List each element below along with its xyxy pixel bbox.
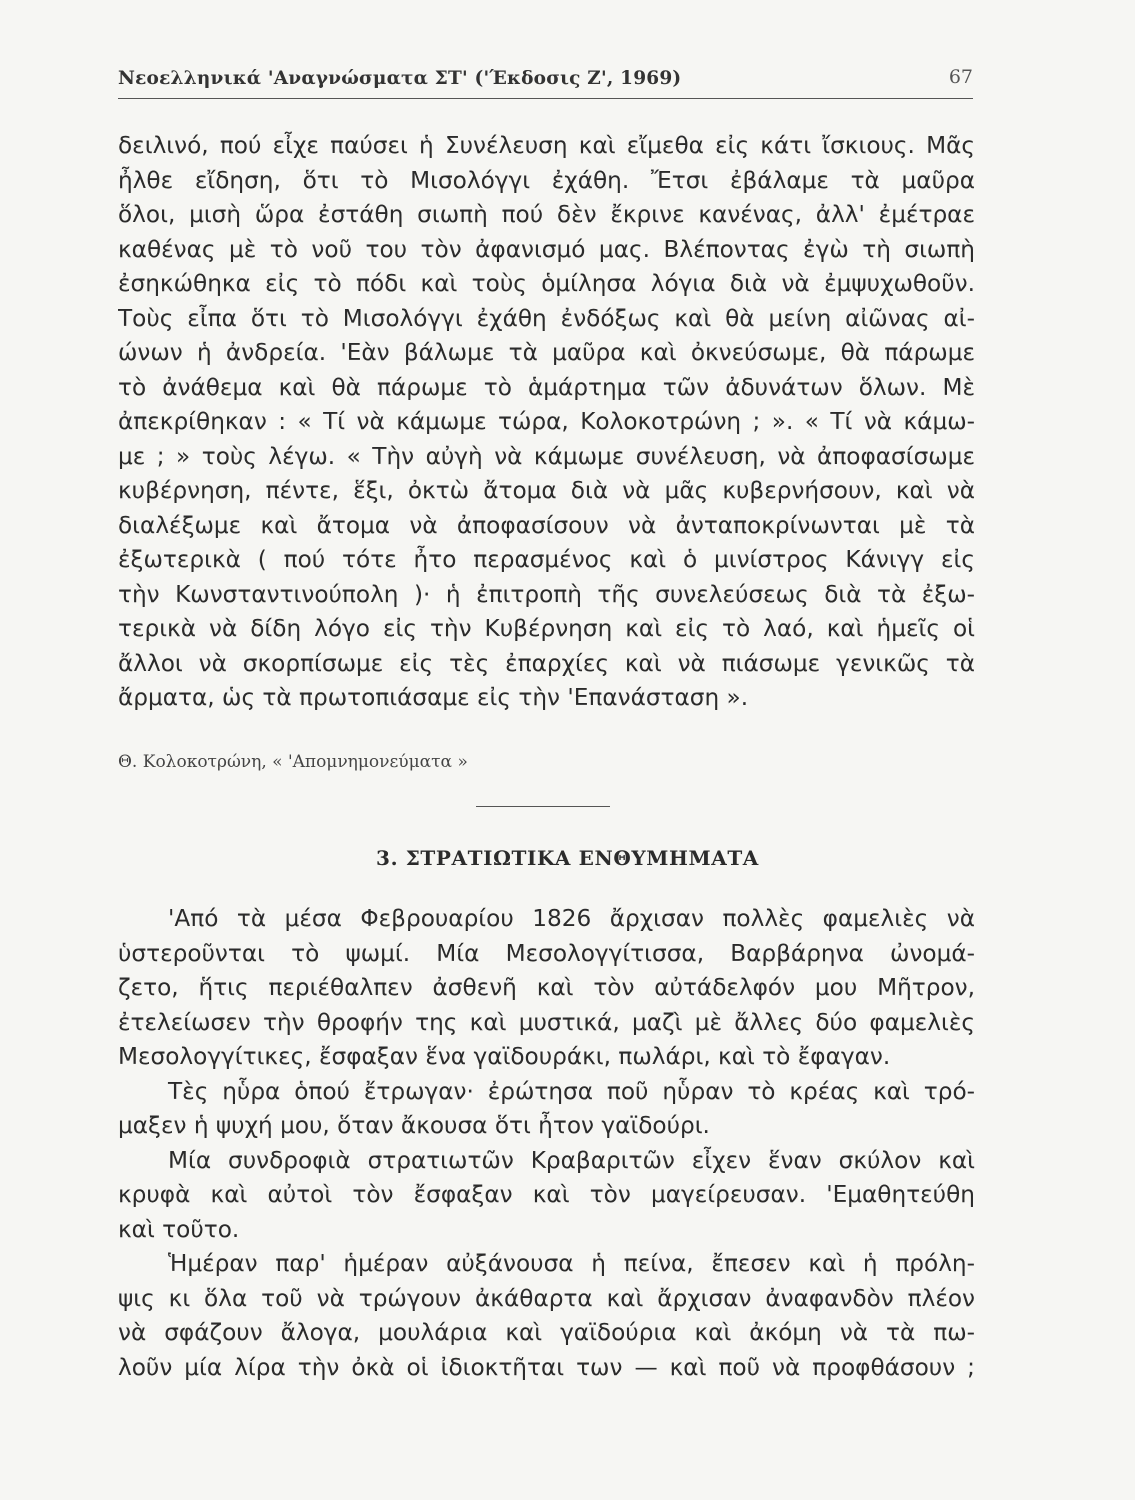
text-line: ἄρματα, ὡς τὰ πρωτοπιάσαμε εἰς τὴν 'Επανάσταση ». <box>118 684 749 711</box>
text-line: ἄλλοι νὰ σκορπίσωμε εἰς τὲς ἐπαρχίες καὶ νὰ πιάσωμε γενικῶς τὰ <box>118 649 975 677</box>
text-line: Μία συνδροφιὰ στρατιωτῶν Κραβαριτῶν εἶχεν ἕναν σκύλον καὶ <box>168 1146 975 1174</box>
section-divider <box>476 806 610 807</box>
running-title: Νεοελληνικά 'Αναγνώσματα ΣΤ' ('Έκδοσις Ζ', 1969) <box>118 68 682 89</box>
text-line: τὸ ἀνάθεμα καὶ θὰ πάρωμε τὸ ἁμάρτημα τῶν ἀδυνάτων ὅλων. Μὲ <box>118 373 975 401</box>
text-line: ἦλθε εἴδηση, ὅτι τὸ Μισολόγγι ἐχάθη. Ἔτσι ἐβάλαμε τὰ μαῦρα <box>118 166 975 194</box>
excerpt-attribution: Θ. Κολοκοτρώνη, « 'Απομνημονεύματα » <box>118 752 468 772</box>
text-line: ἐσηκώθηκα εἰς τὸ πόδι καὶ τοὺς ὁμίλησα λόγια διὰ νὰ ἐμψυχωθοῦν. <box>118 270 975 297</box>
header-rule <box>118 98 973 99</box>
page-number: 67 <box>948 66 973 88</box>
text-line: ἐτελείωσεν τὴν θροφήν της καὶ μυστικά, μαζὶ μὲ ἄλλες δύο φαμελιὲς <box>118 1008 975 1036</box>
text-line: Ἡμέραν παρ' ἡμέραν αὐξάνουσα ἡ πείνα, ἔπεσεν καὶ ἡ πρόλη- <box>168 1250 975 1277</box>
excerpt-1-paragraph <box>118 129 975 716</box>
section-heading: 3. ΣΤΡΑΤΙΩΤΙΚΑ ΕΝΘΥΜΗΜΑΤΑ <box>376 846 759 870</box>
text-line: ἀπεκρίθηκαν : « Τί νὰ κάμωμε τώρα, Κολοκοτρώνη ; ». « Τί νὰ κάμω- <box>118 408 975 435</box>
text-line: καθένας μὲ τὸ νοῦ του τὸν ἀφανισμό μας. Βλέποντας ἐγὼ τὴ σιωπὴ <box>118 235 975 263</box>
text-line: δειλινό, πού εἶχε παύσει ἡ Συνέλευση καὶ εἴμεθα εἰς κάτι ἴσκιους. Μᾶς <box>118 132 975 159</box>
text-line: τερικὰ νὰ δίδη λόγο εἰς τὴν Κυβέρνηση καὶ εἰς τὸ λαό, καὶ ἡμεῖς οἱ <box>118 615 975 642</box>
running-head <box>118 60 973 100</box>
text-line: ψις κι ὅλα τοῦ νὰ τρώγουν ἀκάθαρτα καὶ ἄρχισαν ἀναφανδὸν πλέον <box>118 1284 975 1312</box>
text-line: τὴν Κωνσταντινούπολη )· ἡ ἐπιτροπὴ τῆς συνελεύσεως διὰ τὰ ἐξω- <box>118 580 975 608</box>
text-line: Τοὺς εἶπα ὅτι τὸ Μισολόγγι ἐχάθη ἐνδόξως καὶ θὰ μείνη αἰῶνας αἰ- <box>118 304 975 332</box>
section-body <box>118 902 975 1385</box>
text-line: μαξεν ἡ ψυχή μου, ὅταν ἄκουσα ὅτι ἦτον γαϊδούρι. <box>118 1112 710 1139</box>
text-line: λοῦν μία λίρα τὴν ὀκὰ οἱ ἰδιοκτῆται των — καὶ ποῦ νὰ προφθάσουν ; <box>118 1353 975 1381</box>
text-line: ζετο, ἥτις περιέθαλπεν ἀσθενῆ καὶ τὸν αὐτάδελφόν μου Μῆτρον, <box>118 974 975 1001</box>
text-line: ὑστεροῦνται τὸ ψωμί. Μία Μεσολογγίτισσα, Βαρβάρηνα ὠνομά- <box>118 939 975 967</box>
text-line: ὅλοι, μισὴ ὥρα ἐστάθη σιωπὴ πού δὲν ἔκρινε κανένας, ἀλλ' ἐμέτραε <box>118 201 975 228</box>
text-line: διαλέξωμε καὶ ἄτομα νὰ ἀποφασίσουν νὰ ἀνταποκρίνωνται μὲ τὰ <box>118 511 975 539</box>
text-line: με ; » τοὺς λέγω. « Τὴν αὐγὴ νὰ κάμωμε συνέλευση, νὰ ἀποφασίσωμε <box>118 442 975 470</box>
text-line: 'Από τὰ μέσα Φεβρουαρίου 1826 ἄρχισαν πολλὲς φαμελιὲς νὰ <box>168 905 975 932</box>
text-line: κυβέρνηση, πέντε, ἕξι, ὀκτὼ ἄτομα διὰ νὰ μᾶς κυβερνήσουν, καὶ νὰ <box>118 477 975 504</box>
text-line: Τὲς ηὗρα ὁπού ἔτρωγαν· ἐρώτησα ποῦ ηὗραν τὸ κρέας καὶ τρό- <box>168 1077 975 1105</box>
text-line: ἐξωτερικὰ ( πού τότε ἦτο περασμένος καὶ ὁ μινίστρος Κάνιγγ εἰς <box>118 546 975 573</box>
text-line: ώνων ἡ ἀνδρεία. 'Εὰν βάλωμε τὰ μαῦρα καὶ ὀκνεύσωμε, θὰ πάρωμε <box>118 339 975 366</box>
text-line: νὰ σφάζουν ἄλογα, μουλάρια καὶ γαϊδούρια καὶ ἀκόμη νὰ τὰ πω- <box>118 1319 975 1346</box>
text-line: κρυφὰ καὶ αὐτοὶ τὸν ἔσφαξαν καὶ τὸν μαγείρευσαν. 'Εμαθητεύθη <box>118 1181 975 1208</box>
text-line: καὶ τοῦτο. <box>118 1215 240 1243</box>
text-line: Μεσολογγίτικες, ἔσφαξαν ἕνα γαϊδουράκι, πωλάρι, καὶ τὸ ἔφαγαν. <box>118 1043 891 1070</box>
